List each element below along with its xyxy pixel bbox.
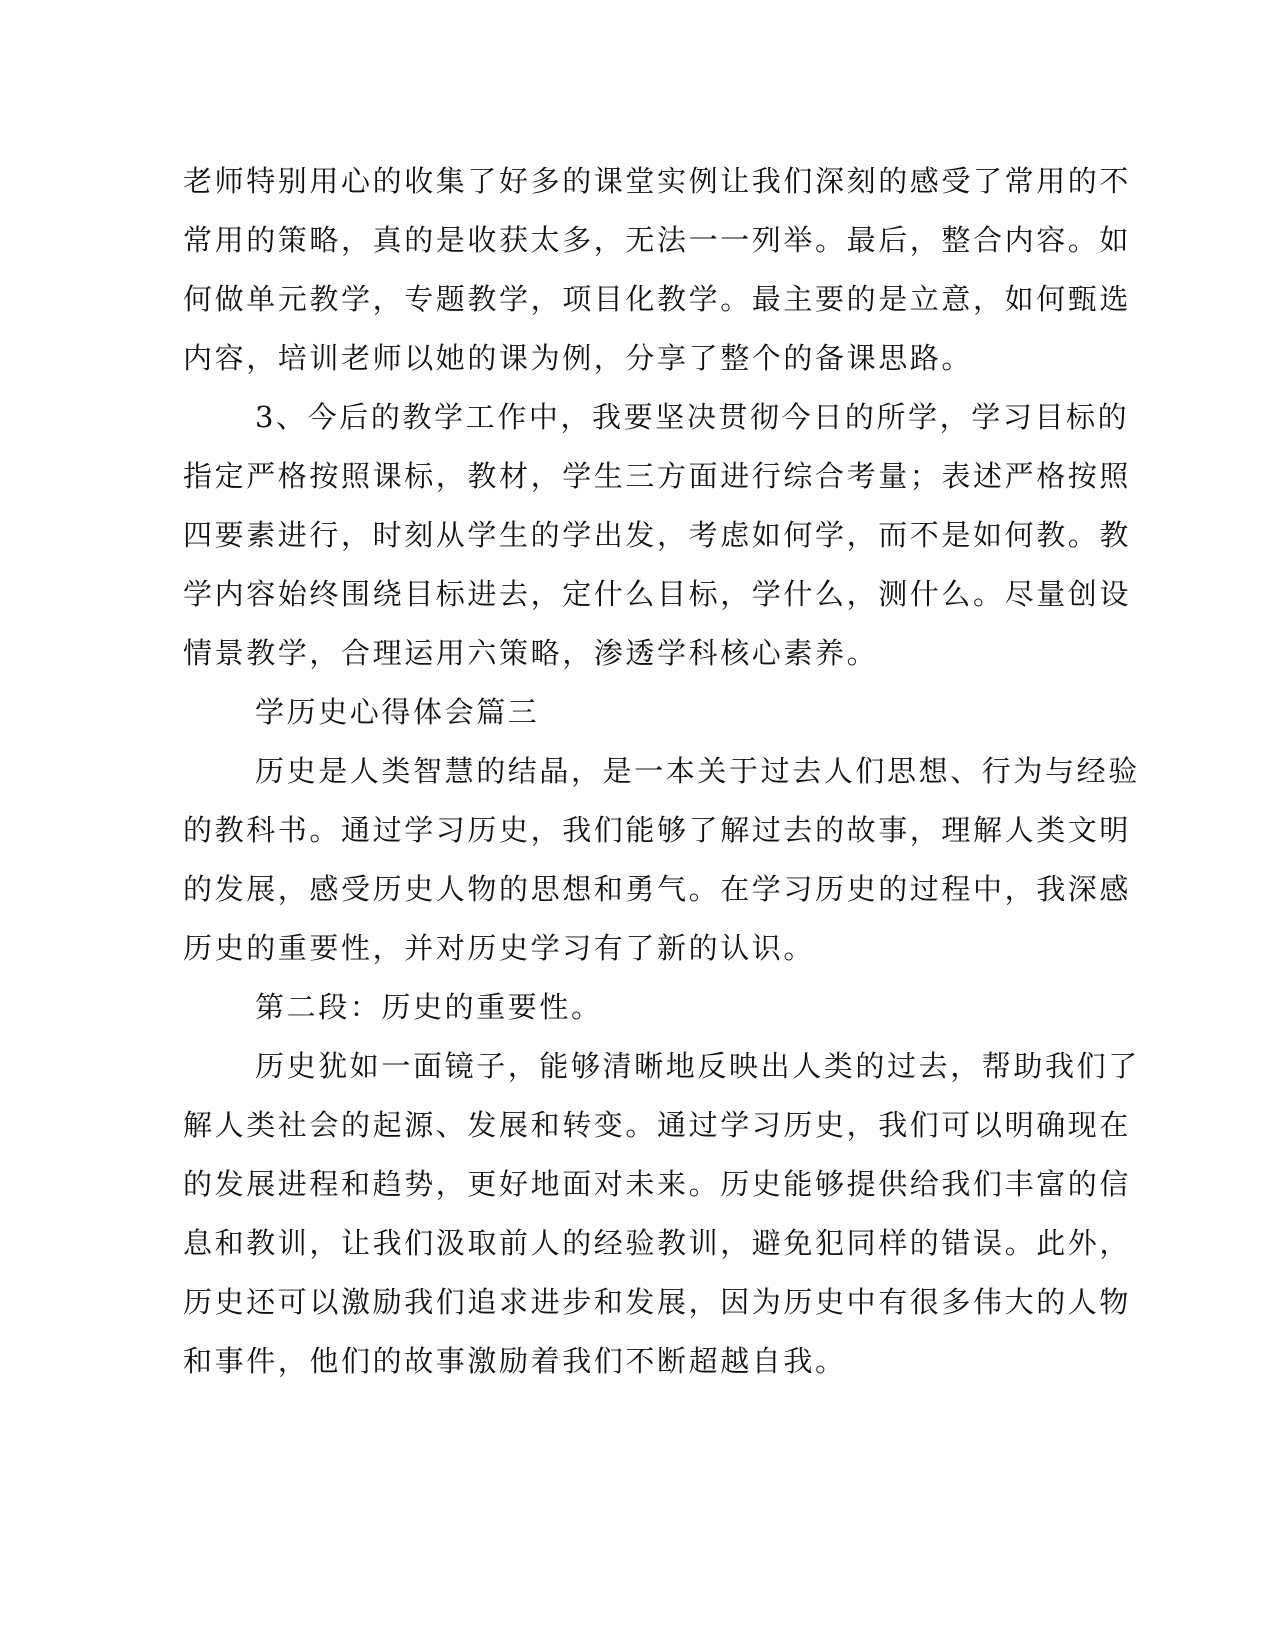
subsection-heading: 第二段：历史的重要性。	[255, 990, 603, 1024]
text-line: 的发展，感受历史人物的思想和勇气。在学习历史的过程中，我深感	[183, 872, 1132, 906]
text-line: 情景教学，合理运用六策略，渗透学科核心素养。	[183, 636, 879, 670]
text-line: 和事件，他们的故事激励着我们不断超越自我。	[183, 1344, 847, 1378]
text-line: 息和教训，让我们汲取前人的经验教训，避免犯同样的错误。此外，	[183, 1226, 1132, 1260]
text-line: 老师特别用心的收集了好多的课堂实例让我们深刻的感受了常用的不	[183, 164, 1132, 198]
text-line: 的发展进程和趋势，更好地面对未来。历史能够提供给我们丰富的信	[183, 1167, 1132, 1201]
text-line: 3、今后的教学工作中，我要坚决贯彻今日的所学，学习目标的	[255, 400, 1130, 434]
text-line: 四要素进行，时刻从学生的学出发，考虑如何学，而不是如何教。教	[183, 518, 1132, 552]
section-heading: 学历史心得体会篇三	[255, 695, 540, 729]
text-line: 何做单元教学，专题教学，项目化教学。最主要的是立意，如何甄选	[183, 282, 1132, 316]
text-line: 解人类社会的起源、发展和转变。通过学习历史，我们可以明确现在	[183, 1108, 1132, 1142]
text-line: 常用的策略，真的是收获太多，无法一一列举。最后，整合内容。如	[183, 223, 1132, 257]
text-line: 指定严格按照课标，教材，学生三方面进行综合考量；表述严格按照	[183, 459, 1132, 493]
text-line: 学内容始终围绕目标进去，定什么目标，学什么，测什么。尽量创设	[183, 577, 1132, 611]
text-line: 历史犹如一面镜子，能够清晰地反映出人类的过去，帮助我们了	[255, 1049, 1140, 1083]
text-line: 历史的重要性，并对历史学习有了新的认识。	[183, 931, 816, 965]
text-line: 内容，培训老师以她的课为例，分享了整个的备课思路。	[183, 341, 974, 375]
text-line: 历史还可以激励我们追求进步和发展，因为历史中有很多伟大的人物	[183, 1285, 1132, 1319]
text-line: 的教科书。通过学习历史，我们能够了解过去的故事，理解人类文明	[183, 813, 1132, 847]
text-line: 历史是人类智慧的结晶，是一本关于过去人们思想、行为与经验	[255, 754, 1140, 788]
